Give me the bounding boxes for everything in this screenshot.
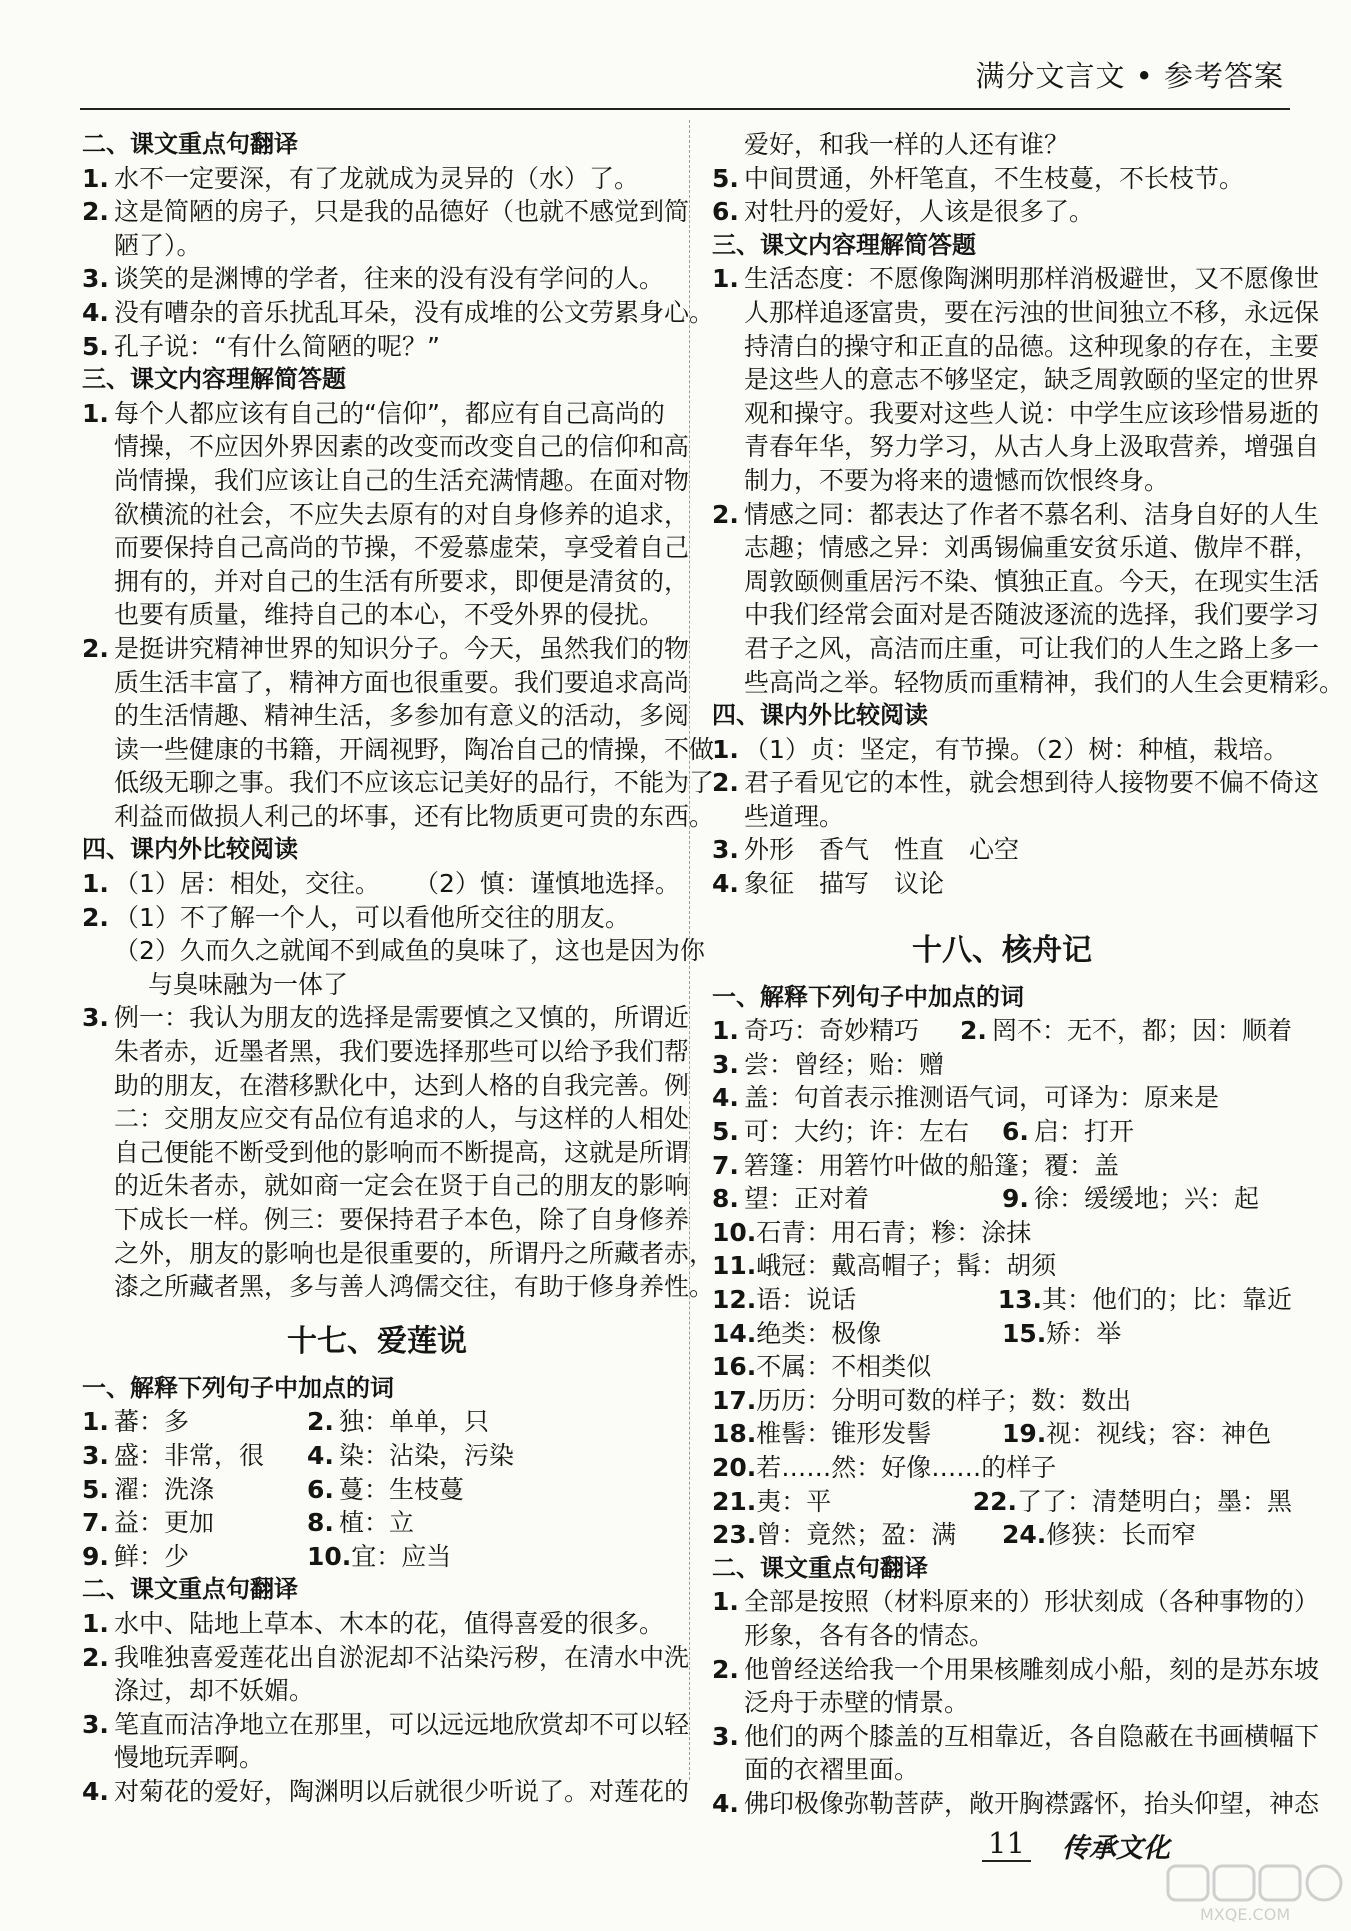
item-number: 1. bbox=[82, 1608, 109, 1638]
item-number: 24. bbox=[1002, 1520, 1047, 1550]
answer-line: 些高尚之举。轻物质而重精神，我们的人生会更精彩。 bbox=[744, 667, 1345, 697]
lesson-title: 十八、核舟记 bbox=[912, 932, 1092, 968]
answer-line: 读一些健康的书籍，开阔视野，陶冶自己的情操，不做 bbox=[114, 734, 715, 764]
word-explanation: 奇巧：奇妙精巧 bbox=[744, 1016, 920, 1046]
list-item bbox=[712, 195, 1292, 229]
item-line bbox=[712, 833, 1292, 867]
word-explanation: 历历：分明可数的样子；数：数出 bbox=[756, 1385, 1132, 1415]
word-entry bbox=[712, 1249, 1056, 1283]
list-item bbox=[82, 296, 715, 330]
watermark-url: MXQE.COM bbox=[1200, 1905, 1291, 1924]
word-explanation: 矫：举 bbox=[1046, 1318, 1122, 1348]
answer-line: 人那样追逐富贵，要在污浊的世间独立不移，永远保 bbox=[744, 297, 1320, 327]
word-row bbox=[712, 1149, 1292, 1183]
word-entry bbox=[973, 1485, 1292, 1519]
right-column bbox=[712, 128, 1345, 1821]
word-explanation: 石青：用石青；糁：涂抹 bbox=[756, 1217, 1032, 1247]
list-item bbox=[82, 1641, 690, 1708]
answer-line: 是挺讲究精神世界的知识分子。今天，虽然我们的物 bbox=[114, 633, 690, 663]
answer-line: 之外，朋友的影响也是很重要的，所谓丹之所藏者赤， bbox=[114, 1238, 715, 1268]
item-text: 君子看见它的本性，就会想到待人接物要不偏不倚这 bbox=[744, 768, 1320, 798]
item-text: 我唯独喜爱莲花出自淤泥却不沾染污秽，在清水中洗 bbox=[114, 1642, 690, 1672]
word-explanation-list bbox=[712, 1014, 1292, 1552]
item-continuation: 陋了）。 bbox=[114, 230, 202, 260]
item-text: 他曾经送给我一个用果核雕刻成小船，刻的是苏东坡 bbox=[744, 1654, 1320, 1684]
item-number: 16. bbox=[712, 1352, 757, 1382]
list-item bbox=[82, 330, 672, 364]
word-entry bbox=[712, 1048, 944, 1082]
section-heading: 三、课文内容理解简答题 bbox=[82, 365, 346, 394]
word-row bbox=[712, 1283, 1292, 1317]
item-line bbox=[712, 1585, 1320, 1619]
item-number: 10. bbox=[712, 1217, 757, 1247]
section-heading: 一、解释下列句子中加点的词 bbox=[712, 982, 1024, 1011]
item-text: 全部是按照（材料原来的）形状刻成（各种事物的） bbox=[744, 1587, 1320, 1617]
answer-line: 生活态度：不愿像陶渊明那样消极避世，又不愿像世 bbox=[744, 264, 1320, 294]
list-item bbox=[712, 1787, 1320, 1821]
answer-line: 利益而做损人利己的坏事，还有比物质更可贵的东西。 bbox=[114, 801, 715, 831]
item-number: 1. bbox=[712, 1016, 739, 1046]
item-number: 3. bbox=[82, 264, 109, 294]
item-number: 20. bbox=[712, 1452, 757, 1482]
word-entry bbox=[1002, 1115, 1134, 1149]
item-line bbox=[712, 766, 1320, 800]
item-text: 外形 香气 性直 心空 bbox=[744, 835, 1020, 865]
item-number: 18. bbox=[712, 1419, 757, 1449]
word-explanation: 濯：洗涤 bbox=[114, 1474, 215, 1504]
word-entry bbox=[307, 1439, 514, 1473]
answer-line: 拥有的，并对自己的生活有所要求，即便是清贫的， bbox=[114, 566, 690, 596]
answer-item bbox=[82, 397, 690, 632]
word-explanation: 染：沾染，污染 bbox=[339, 1440, 515, 1470]
answer-line: 助的朋友，在潜移默化中，达到人格的自我完善。例 bbox=[114, 1070, 690, 1100]
word-entry bbox=[712, 1283, 998, 1317]
answer-item bbox=[82, 901, 705, 1002]
answer-line: 朱者赤，近墨者黑，我们要选择那些可以给予我们帮 bbox=[114, 1037, 690, 1067]
item-number: 21. bbox=[712, 1486, 757, 1516]
word-explanation: 罔不：无不，都；因：顺着 bbox=[991, 1016, 1292, 1046]
word-explanation: 盛：非常，很 bbox=[114, 1440, 265, 1470]
word-entry bbox=[712, 1115, 1002, 1149]
word-explanation: 若……然：好像……的样子 bbox=[756, 1452, 1057, 1482]
item-number: 4. bbox=[82, 297, 109, 327]
section-heading: 四、课内外比较阅读 bbox=[82, 835, 298, 864]
answer-line: 青春年华，努力学习，从古人身上汲取营养，增强自 bbox=[744, 432, 1320, 462]
word-explanation: 蕃：多 bbox=[114, 1407, 190, 1437]
word-explanation: 夷：平 bbox=[756, 1486, 832, 1516]
word-entry bbox=[1002, 1417, 1271, 1451]
word-entry bbox=[712, 1182, 1002, 1216]
translation-list bbox=[82, 162, 715, 364]
section-heading: 一、解释下列句子中加点的词 bbox=[82, 1373, 394, 1402]
answer-line: 下成长一样。例三：要保持君子本色，除了自身修养 bbox=[114, 1205, 690, 1234]
word-explanation: 宜：应当 bbox=[351, 1541, 452, 1571]
item-line bbox=[82, 330, 672, 364]
word-row bbox=[82, 1405, 672, 1439]
list-item bbox=[712, 867, 1292, 901]
answer-line: 的近朱者赤，就如商一定会在贤于自己的朋友的影响 bbox=[114, 1171, 690, 1201]
word-explanation: 徐：缓缓地；兴：起 bbox=[1034, 1184, 1260, 1214]
item-number: 4. bbox=[82, 1776, 109, 1806]
item-number: 14. bbox=[712, 1318, 757, 1348]
item-text: 对牡丹的爱好，人该是很多了。 bbox=[744, 197, 1095, 227]
list-item bbox=[82, 1708, 690, 1775]
answer-line: 制力，不要为将来的遗憾而饮恨终身。 bbox=[744, 465, 1170, 495]
list-item bbox=[82, 195, 690, 262]
item-continuation: 面的衣褶里面。 bbox=[744, 1755, 920, 1785]
item-line bbox=[712, 195, 1292, 229]
header-title: 满分文言文 • 参考答案 bbox=[975, 59, 1284, 93]
left-column bbox=[82, 128, 715, 1809]
answer-line: 与臭味融为一体了 bbox=[148, 969, 349, 999]
answer-item bbox=[82, 1001, 715, 1303]
item-number: 2. bbox=[82, 633, 109, 663]
watermark-icon bbox=[1160, 1860, 1350, 1927]
item-line bbox=[82, 262, 672, 296]
item-number: 1. bbox=[82, 163, 109, 193]
answer-line: （2）久而久之就闻不到咸鱼的臭味了，这也是因为你 bbox=[114, 936, 705, 966]
item-number: 6. bbox=[712, 197, 739, 227]
item-text: 孔子说：“有什么简陋的呢？” bbox=[114, 331, 440, 361]
list-item bbox=[82, 1607, 672, 1641]
item-number: 1. bbox=[712, 734, 739, 764]
item-continuation: 些道理。 bbox=[744, 801, 845, 831]
answer-line: 低级无聊之事。我们不应该忘记美好的品行，不能为了 bbox=[114, 768, 715, 798]
section-heading: 二、课文重点句翻译 bbox=[82, 130, 298, 158]
item-number: 7. bbox=[712, 1150, 739, 1180]
list-item bbox=[82, 1775, 690, 1809]
answer-line: 也要有质量，维持自己的本心，不受外界的侵扰。 bbox=[114, 600, 665, 630]
word-row bbox=[712, 1485, 1292, 1519]
answer-line: 爱好，和我一样的人还有谁？ bbox=[744, 130, 1070, 159]
word-explanation: 望：正对着 bbox=[744, 1184, 870, 1214]
item-number: 4. bbox=[307, 1440, 334, 1470]
word-explanation: 曾：竟然；盈：满 bbox=[756, 1520, 957, 1550]
word-entry bbox=[998, 1283, 1292, 1317]
lesson-title: 十七、爱莲说 bbox=[287, 1323, 467, 1359]
translation-list bbox=[82, 1607, 690, 1809]
word-entry bbox=[1002, 1317, 1121, 1351]
item-number: 2. bbox=[82, 197, 109, 227]
word-entry bbox=[712, 1216, 1031, 1250]
item-line bbox=[712, 1787, 1320, 1821]
answer-line: 观和操守。我要对这些人说：中学生应该珍惜易逝的 bbox=[744, 398, 1320, 428]
answer-line: （1）不了解一个人，可以看他所交往的朋友。 bbox=[114, 902, 630, 932]
item-number: 5. bbox=[82, 331, 109, 361]
word-explanation: 不属：不相类似 bbox=[756, 1352, 932, 1382]
word-explanation: 鲜：少 bbox=[114, 1541, 190, 1571]
answer-line: 是这些人的意志不够坚定，缺乏周敦颐的坚定的世界 bbox=[744, 365, 1320, 395]
word-entry bbox=[712, 1417, 1002, 1451]
answer-line: 的生活情趣、精神生活，多参加有意义的活动，多阅 bbox=[114, 701, 690, 731]
item-number: 12. bbox=[712, 1285, 757, 1314]
item-text: 水中、陆地上草本、木本的花，值得喜爱的很多。 bbox=[114, 1608, 665, 1638]
word-entry bbox=[712, 1485, 973, 1519]
list-item bbox=[712, 733, 1292, 767]
answer-text: （2）慎：谨慎地选择。 bbox=[414, 869, 680, 899]
answer-line: 尚情操，我们应该让自己的生活充满情趣。在面对物 bbox=[114, 465, 690, 495]
translation-list bbox=[712, 1585, 1320, 1820]
word-row bbox=[82, 1506, 672, 1540]
item-text: 笔直而洁净地立在那里，可以远远地欣赏却不可以轻 bbox=[114, 1709, 690, 1739]
item-number: 2. bbox=[959, 1016, 987, 1046]
word-explanation: 启：打开 bbox=[1034, 1117, 1135, 1147]
word-entry bbox=[712, 1384, 1131, 1418]
list-item bbox=[82, 262, 672, 296]
list-item bbox=[712, 1585, 1320, 1652]
item-number: 1. bbox=[712, 264, 739, 294]
word-row bbox=[712, 1081, 1292, 1115]
word-entry bbox=[82, 1540, 307, 1574]
word-entry bbox=[307, 1473, 464, 1507]
answer-line: 每个人都应该有自己的“信仰”，都应有自己高尚的 bbox=[114, 398, 665, 428]
word-row bbox=[712, 1249, 1292, 1283]
item-line bbox=[82, 1775, 690, 1809]
item-number: 2. bbox=[82, 1642, 109, 1672]
item-line bbox=[82, 1607, 672, 1641]
item-number: 6. bbox=[1002, 1117, 1029, 1147]
word-row bbox=[712, 1451, 1292, 1485]
word-entry bbox=[307, 1506, 414, 1540]
word-row bbox=[712, 1216, 1292, 1250]
item-number: 1. bbox=[82, 869, 109, 899]
answer-line: 例一：我认为朋友的选择是需要慎之又慎的，所谓近 bbox=[114, 1003, 690, 1033]
word-entry bbox=[307, 1405, 489, 1439]
section-heading: 二、课文重点句翻译 bbox=[712, 1553, 928, 1582]
item-line bbox=[712, 1720, 1320, 1754]
item-line bbox=[712, 1653, 1320, 1687]
word-entry bbox=[712, 1014, 960, 1048]
item-text: 没有嘈杂的音乐扰乱耳朵，没有成堆的公文劳累身心。 bbox=[114, 297, 715, 327]
item-continuation: 形象，各有各的情态。 bbox=[744, 1620, 995, 1650]
answer-line: 二：交朋友应交有品位有追求的人，与这样的人相处 bbox=[114, 1104, 690, 1134]
item-number: 23. bbox=[712, 1520, 757, 1550]
item-number: 2. bbox=[307, 1407, 334, 1437]
word-entry bbox=[712, 1451, 1056, 1485]
item-number: 1. bbox=[82, 398, 109, 428]
item-text: 象征 描写 议论 bbox=[744, 869, 945, 899]
item-number: 10. bbox=[307, 1541, 352, 1571]
item-line bbox=[82, 195, 690, 229]
item-line bbox=[82, 1641, 690, 1675]
watermark-logo bbox=[1160, 1860, 1350, 1927]
translation-list bbox=[712, 162, 1292, 229]
word-row bbox=[712, 1518, 1292, 1552]
item-continuation: 泛舟于赤壁的情景。 bbox=[744, 1688, 970, 1718]
word-explanation: 修狭：长而窄 bbox=[1046, 1520, 1197, 1550]
item-number: 4. bbox=[712, 1083, 739, 1113]
list-item bbox=[712, 1653, 1320, 1720]
item-number: 8. bbox=[307, 1508, 334, 1538]
item-number: 3. bbox=[82, 1440, 109, 1470]
word-entry bbox=[82, 1439, 307, 1473]
item-line bbox=[712, 733, 1292, 767]
word-explanation: 了了：清楚明白；墨：黑 bbox=[1016, 1486, 1292, 1516]
answer-item bbox=[82, 867, 680, 901]
word-row bbox=[712, 1384, 1292, 1418]
page-number: 11 bbox=[982, 1826, 1031, 1862]
answer-line: 持清白的操守和正直的品德。这种现象的存在，主要 bbox=[744, 331, 1320, 361]
word-explanation: 可：大约；许：左右 bbox=[744, 1117, 970, 1147]
answer-line: 自己便能不断受到他的影响而不断提高，这就是所谓 bbox=[114, 1137, 690, 1167]
item-number: 3. bbox=[82, 1003, 109, 1033]
answer-line: 周敦颐侧重居污不染、慎独正直。今天，在现实生活 bbox=[744, 566, 1320, 596]
answer-item bbox=[712, 262, 1320, 497]
word-entry bbox=[1002, 1182, 1259, 1216]
word-entry bbox=[712, 1518, 1002, 1552]
word-row bbox=[82, 1439, 672, 1473]
answer-line: 欲横流的社会，不应失去原有的对自身修养的追求， bbox=[114, 499, 690, 529]
word-entry bbox=[712, 1149, 1119, 1183]
word-row bbox=[712, 1417, 1292, 1451]
item-number: 4. bbox=[712, 869, 739, 899]
item-number: 3. bbox=[712, 1049, 739, 1079]
word-explanation: 蔓：生枝蔓 bbox=[339, 1474, 465, 1504]
word-entry bbox=[712, 1081, 1219, 1115]
word-explanation: 植：立 bbox=[339, 1508, 415, 1538]
word-entry bbox=[82, 1473, 307, 1507]
item-text: 对菊花的爱好，陶渊明以后就很少听说了。对莲花的 bbox=[114, 1776, 690, 1806]
item-number: 6. bbox=[307, 1474, 334, 1504]
item-number: 9. bbox=[82, 1541, 109, 1571]
item-number: 2. bbox=[712, 499, 739, 529]
word-row bbox=[712, 1182, 1292, 1216]
item-line bbox=[82, 162, 672, 196]
item-number: 19. bbox=[1002, 1419, 1047, 1449]
list-item bbox=[712, 766, 1320, 833]
word-row bbox=[712, 1048, 1292, 1082]
word-explanation: 峨冠：戴高帽子；髯：胡须 bbox=[756, 1251, 1057, 1281]
section-heading: 三、课文内容理解简答题 bbox=[712, 230, 976, 259]
word-explanation: 绝类：极像 bbox=[756, 1318, 882, 1348]
item-number: 7. bbox=[82, 1508, 109, 1538]
answer-item bbox=[712, 498, 1345, 700]
word-entry bbox=[82, 1506, 307, 1540]
item-line bbox=[82, 296, 715, 330]
word-explanation: 独：单单，只 bbox=[339, 1407, 490, 1437]
item-number: 2. bbox=[712, 1654, 739, 1684]
item-line bbox=[712, 162, 1292, 196]
item-continuation: 慢地玩弄啊。 bbox=[114, 1743, 265, 1773]
item-text: 这是简陋的房子，只是我的品德好（也就不感觉到简 bbox=[114, 197, 690, 227]
item-number: 8. bbox=[712, 1184, 739, 1214]
page-header bbox=[80, 0, 1290, 110]
word-explanation-list bbox=[82, 1405, 672, 1573]
item-number: 9. bbox=[1002, 1184, 1029, 1214]
item-text: 佛印极像弥勒菩萨，敞开胸襟露怀，抬头仰望，神态 bbox=[744, 1788, 1320, 1818]
answer-line: 质生活丰富了，精神方面也很重要。我们要追求高尚 bbox=[114, 667, 690, 697]
item-text: 谈笑的是渊博的学者，往来的没有没有学问的人。 bbox=[114, 264, 665, 294]
answer-line: 情操，不应因外界因素的改变而改变自己的信仰和高 bbox=[114, 432, 690, 462]
item-number: 3. bbox=[82, 1709, 109, 1739]
item-line bbox=[712, 867, 1292, 901]
word-explanation: 尝：曾经；贻：赠 bbox=[744, 1049, 945, 1079]
item-number: 3. bbox=[712, 1721, 739, 1751]
word-explanation: 其：他们的；比：靠近 bbox=[1041, 1285, 1292, 1314]
item-number: 5. bbox=[712, 1117, 739, 1147]
section-heading: 二、课文重点句翻译 bbox=[82, 1575, 298, 1604]
word-explanation: 盖：句首表示推测语气词，可译为：原来是 bbox=[744, 1083, 1220, 1113]
item-number: 13. bbox=[997, 1285, 1042, 1314]
word-entry bbox=[712, 1317, 1002, 1351]
word-entry bbox=[960, 1014, 1292, 1048]
answer-line: 君子之风，高洁而庄重，可让我们的人生之路上多一 bbox=[744, 633, 1320, 663]
item-text: （1）贞：坚定，有节操。（2）树：种植，栽培。 bbox=[744, 734, 1289, 764]
list-item bbox=[712, 162, 1292, 196]
answer-line: 志趣；情感之异：刘禹锡偏重安贫乐道、傲岸不群， bbox=[744, 533, 1320, 563]
answer-line: 中我们经常会面对是否随波逐流的选择，我们要学习 bbox=[744, 600, 1320, 630]
item-text: 他们的两个膝盖的互相靠近，各自隐蔽在书画横幅下 bbox=[744, 1721, 1320, 1751]
word-explanation: 益：更加 bbox=[114, 1508, 215, 1538]
word-row bbox=[82, 1540, 672, 1574]
item-line bbox=[82, 1708, 690, 1742]
item-number: 17. bbox=[712, 1385, 757, 1415]
word-row bbox=[712, 1014, 1292, 1048]
answer-text: （1）居：相处，交往。 bbox=[114, 869, 380, 899]
word-entry bbox=[712, 1350, 931, 1384]
item-number: 11. bbox=[712, 1251, 757, 1281]
word-entry bbox=[82, 1405, 307, 1439]
word-entry bbox=[1002, 1518, 1196, 1552]
item-number: 22. bbox=[972, 1486, 1017, 1516]
word-entry bbox=[307, 1540, 451, 1574]
list-item bbox=[712, 833, 1292, 867]
item-number: 5. bbox=[712, 163, 739, 193]
item-number: 1. bbox=[712, 1587, 739, 1617]
word-explanation: 语：说话 bbox=[756, 1285, 857, 1314]
answer-item bbox=[82, 632, 715, 834]
word-row bbox=[712, 1350, 1292, 1384]
item-text: 水不一定要深，有了龙就成为灵异的（水）了。 bbox=[114, 163, 640, 193]
item-number: 3. bbox=[712, 835, 739, 865]
item-number: 1. bbox=[82, 1407, 109, 1437]
answer-line: 而要保持自己高尚的节操，不爱慕虚荣，享受着自己 bbox=[114, 533, 690, 563]
item-number: 2. bbox=[712, 768, 739, 798]
word-row bbox=[82, 1473, 672, 1507]
item-continuation: 涤过，却不妖媚。 bbox=[114, 1676, 315, 1706]
word-row bbox=[712, 1115, 1292, 1149]
item-number: 5. bbox=[82, 1474, 109, 1504]
list-item bbox=[712, 1720, 1320, 1787]
item-number: 15. bbox=[1002, 1318, 1047, 1348]
section-heading: 四、课内外比较阅读 bbox=[712, 701, 928, 730]
item-text: 中间贯通，外杆笔直，不生枝蔓，不长枝节。 bbox=[744, 163, 1245, 193]
comparison-list bbox=[712, 733, 1320, 901]
brand-name: 传承文化 bbox=[1062, 1833, 1170, 1864]
word-explanation: 视：视线；容：神色 bbox=[1046, 1419, 1272, 1449]
answer-line: 漆之所藏者黑，多与善人鸿儒交往，有助于修身养性。 bbox=[114, 1272, 715, 1302]
list-item bbox=[82, 162, 672, 196]
word-row bbox=[712, 1317, 1292, 1351]
word-explanation: 椎髻：锥形发髻 bbox=[756, 1419, 932, 1449]
item-number: 4. bbox=[712, 1788, 739, 1818]
item-number: 2. bbox=[82, 902, 109, 932]
word-explanation: 箬篷：用箬竹叶做的船篷；覆：盖 bbox=[744, 1150, 1120, 1180]
answer-line: 情感之同：都表达了作者不慕名利、洁身自好的人生 bbox=[744, 499, 1320, 529]
